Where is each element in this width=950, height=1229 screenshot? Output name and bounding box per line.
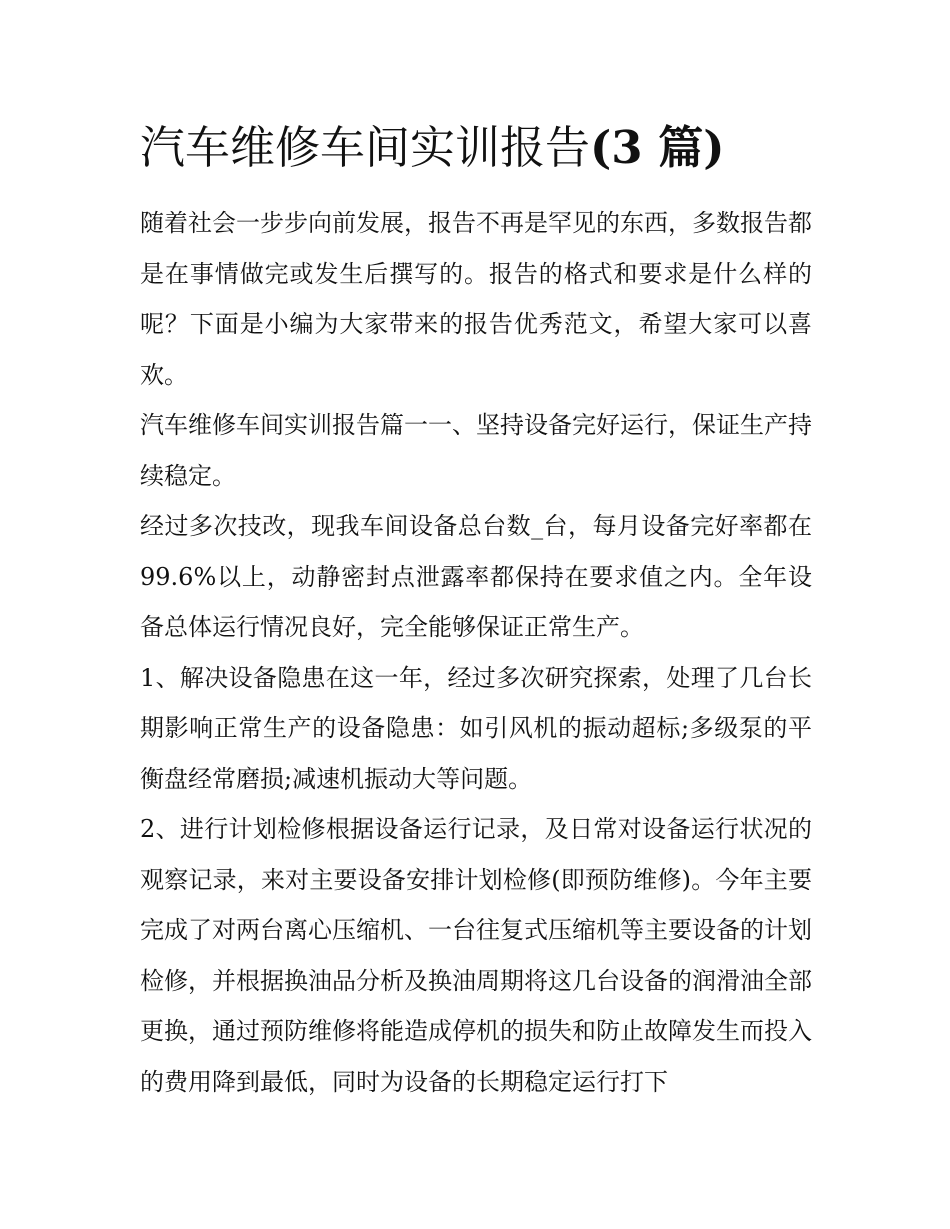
document-title-main: 汽车维修车间实训报告: [140, 121, 591, 174]
document-title: [140, 118, 820, 178]
document-title-count: (3 篇): [590, 121, 725, 174]
paragraph-equipment-stats: 经过多次技改，现我车间设备总台数_台，每月设备完好率都在 99.6%以上，动静密封点泄露率都保持在要求值之内。全年设备总体运行情况良好，完全能够保证正常生产。: [140, 512, 812, 641]
paragraph-intro: 随着社会一步步向前发展，报告不再是罕见的东西，多数报告都是在事情做完或发生后撰写的。报告的格式和要求是什么样的呢？下面是小编为大家带来的报告优秀范文，希望大家可以喜欢。: [140, 209, 812, 389]
paragraph-section-heading: 汽车维修车间实训报告篇一一、坚持设备完好运行，保证生产持续稳定。: [140, 411, 812, 490]
paragraph-item-1: 1、解决设备隐患在这一年，经过多次研究探索，处理了几台长期影响正常生产的设备隐患：如引风机的振动超标;多级泵的平衡盘经常磨损;减速机振动大等问题。: [140, 663, 812, 793]
paragraph-item-2: 2、进行计划检修根据设备运行记录，及日常对设备运行状况的观察记录，来对主要设备安排计划检修(即预防维修)。今年主要完成了对两台离心压缩机、一台往复式压缩机等主要设备的计划检修，并根据换油品分析及换油周期将这几台设备的润滑油全部更换，通过预防维修将能造成停机的损失和防止故障发生而投入的费用降到最低，同时为设备的长期稳定运行打下: [140, 815, 812, 1096]
document-body: [140, 198, 812, 1107]
